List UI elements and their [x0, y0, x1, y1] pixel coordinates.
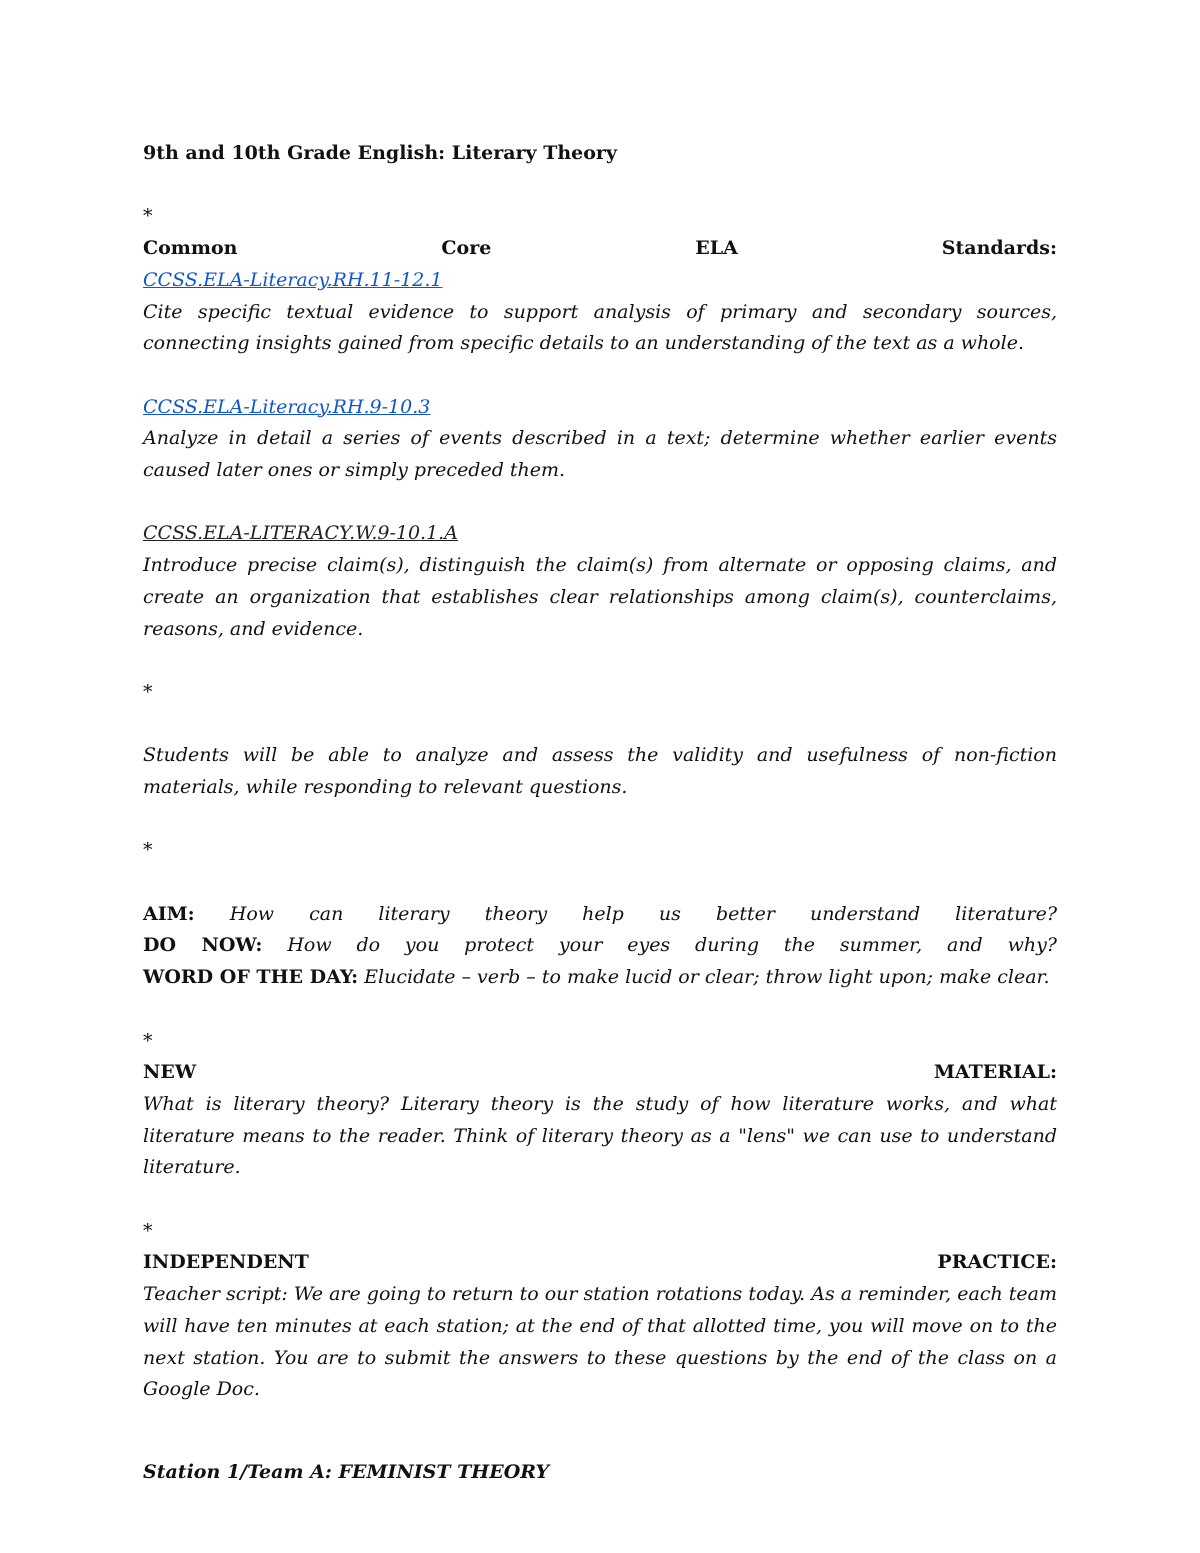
standards-heading	[143, 233, 1057, 265]
word-of-day-label: WORD OF THE DAY:	[143, 966, 359, 989]
independent-practice-heading	[143, 1247, 1057, 1279]
document-page	[143, 138, 1057, 1507]
section-separator: *	[143, 680, 153, 703]
standards-heading-word: ELA	[695, 237, 738, 260]
do-now-label: DO NOW:	[143, 934, 263, 957]
new-material-heading-word: NEW	[143, 1061, 197, 1084]
section-separator: *	[143, 1029, 153, 1052]
standards-heading-word: Core	[441, 237, 492, 260]
aim-line	[143, 899, 1057, 931]
standard-description: Cite specific textual evidence to support analysis of primary and secondary sources, connecting insights gained from specific details to an understanding of the text as a whole.	[143, 300, 1057, 355]
section-separator: *	[143, 839, 153, 862]
objective-text: Students will be able to analyze and assess the validity and usefulness of non-fiction materials, while responding to relevant questions.	[143, 744, 1057, 798]
standards-heading-word: Common	[143, 237, 238, 260]
new-material-text: What is literary theory? Literary theory is the study of how literature works, and what literature means to the reader. Think of literary theory as a "lens" we can use to understand literature.	[143, 1092, 1057, 1179]
standard-link[interactable]: CCSS.ELA-Literacy.RH.9-10.3	[143, 395, 431, 418]
standards-heading-word: Standards:	[941, 237, 1057, 260]
aim-text: How can literary theory help us better understand literature?	[229, 902, 1057, 925]
independent-practice-text: Teacher script: We are going to return to our station rotations today. As a reminder, each team will have ten minutes at each station; at the end of that allotted time, you will move on to the next station. You are to submit the answers to these questions by the end of the class on a Google Doc.	[143, 1283, 1057, 1401]
section-separator: *	[143, 205, 153, 228]
station-heading: Station 1/Team A: FEMINIST THEORY	[143, 1460, 550, 1483]
document-title: 9th and 10th Grade English: Literary Theory	[143, 142, 617, 164]
standard-link[interactable]: CCSS.ELA-Literacy.RH.11-12.1	[143, 268, 443, 291]
independent-practice-heading-word: INDEPENDENT	[143, 1251, 309, 1274]
word-of-day-line	[143, 962, 1057, 994]
standard-description: Analyze in detail a series of events described in a text; determine whether earlier events caused later ones or simply preceded them.	[143, 427, 1057, 481]
independent-practice-heading-word: PRACTICE:	[937, 1251, 1057, 1274]
word-of-day-text: Elucidate – verb – to make lucid or clear; throw light upon; make clear.	[364, 966, 1050, 989]
new-material-heading-word: MATERIAL:	[933, 1061, 1057, 1084]
standard-description: Introduce precise claim(s), distinguish the claim(s) from alternate or opposing claims, and create an organization that establishes clear relationships among claim(s), counterclaims, reasons, and evidence.	[143, 554, 1057, 640]
do-now-text: How do you protect your eyes during the summer, and why?	[287, 934, 1057, 957]
standard-link[interactable]: CCSS.ELA-LITERACY.W.9-10.1.A	[143, 522, 458, 545]
do-now-line	[143, 930, 1057, 962]
new-material-heading	[143, 1057, 1057, 1089]
section-separator: *	[143, 1219, 153, 1242]
aim-label: AIM:	[143, 902, 195, 925]
